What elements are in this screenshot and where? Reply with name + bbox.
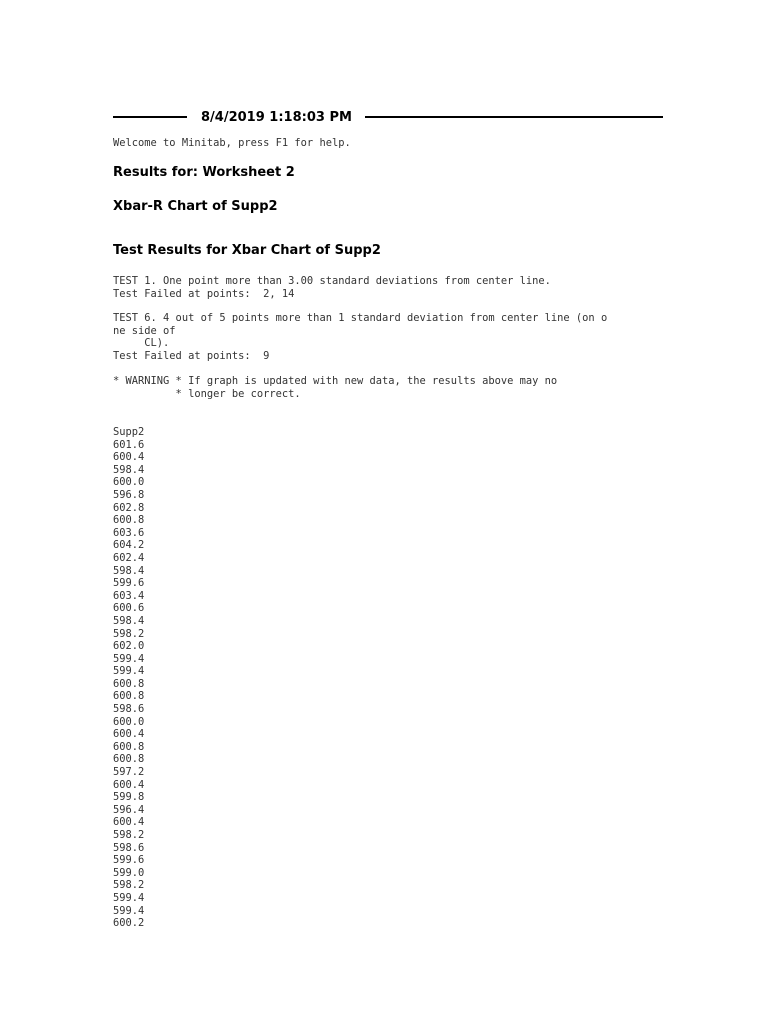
data-value-row: 598.6 — [113, 703, 145, 716]
data-value-row: 600.0 — [113, 476, 145, 489]
data-value-row: 604.2 — [113, 539, 145, 552]
header-rule-right — [365, 116, 663, 118]
data-values — [113, 439, 144, 930]
data-value-row: 598.4 — [113, 564, 145, 577]
data-value-row: 599.0 — [113, 866, 145, 879]
data-value-row: 603.6 — [113, 526, 145, 539]
data-value-row: 599.6 — [113, 577, 145, 590]
test6-description: TEST 6. 4 out of 5 points more than 1 standard deviation from center line (on o — [113, 312, 608, 324]
data-value-row: 599.4 — [113, 904, 145, 917]
data-value-row: 602.8 — [113, 501, 145, 514]
welcome-message: Welcome to Minitab, press F1 for help. — [113, 137, 351, 149]
data-value-row: 603.4 — [113, 589, 145, 602]
data-value-row: 596.4 — [113, 803, 145, 816]
data-value-row: 600.0 — [113, 715, 145, 728]
data-value-row: 600.8 — [113, 677, 145, 690]
data-value-row: 600.8 — [113, 690, 145, 703]
data-value-row: 602.0 — [113, 640, 145, 653]
data-value-row: 598.6 — [113, 841, 145, 854]
data-value-row: 599.4 — [113, 665, 145, 678]
data-value-row: 599.4 — [113, 652, 145, 665]
test1-description: TEST 1. One point more than 3.00 standard deviations from center line. — [113, 275, 551, 287]
test6-description-cont: ne side of — [113, 324, 176, 337]
test-results-heading: Test Results for Xbar Chart of Supp2 — [113, 243, 381, 258]
data-value-row: 600.4 — [113, 778, 145, 791]
chart-heading: Xbar-R Chart of Supp2 — [113, 199, 278, 214]
data-value-row: 600.6 — [113, 602, 145, 615]
data-value-row: 601.6 — [113, 438, 145, 451]
test1-failed-points: Test Failed at points: 2, 14 — [113, 287, 295, 300]
data-value-row: 597.2 — [113, 766, 145, 779]
session-header — [113, 106, 663, 128]
data-value-row: 598.4 — [113, 614, 145, 627]
data-value-row: 600.8 — [113, 753, 145, 766]
data-value-row: 598.2 — [113, 879, 145, 892]
test6-description-cont2: CL). — [113, 337, 170, 350]
header-rule-left — [113, 116, 187, 118]
data-column-header: Supp2 — [113, 426, 145, 438]
session-timestamp: 8/4/2019 1:18:03 PM — [201, 109, 352, 125]
data-value-row: 599.4 — [113, 891, 145, 904]
data-value-row: 600.2 — [113, 917, 145, 930]
data-value-row: 596.8 — [113, 488, 145, 501]
test1-block — [113, 275, 551, 300]
data-value-row: 599.6 — [113, 854, 145, 867]
warning-line: * WARNING * If graph is updated with new data, the results above may no — [113, 375, 558, 387]
test6-failed-points: Test Failed at points: 9 — [113, 349, 270, 362]
data-value-row: 600.4 — [113, 451, 145, 464]
test6-block — [113, 312, 607, 362]
data-value-row: 602.4 — [113, 551, 145, 564]
data-value-row: 600.8 — [113, 514, 145, 527]
data-value-row: 598.2 — [113, 627, 145, 640]
data-value-row: 599.8 — [113, 791, 145, 804]
data-value-row: 598.4 — [113, 463, 145, 476]
data-column — [113, 426, 144, 930]
data-value-row: 600.4 — [113, 728, 145, 741]
data-value-row: 600.8 — [113, 740, 145, 753]
data-value-row: 600.4 — [113, 816, 145, 829]
warning-line-cont: * longer be correct. — [113, 387, 301, 400]
warning-block — [113, 375, 557, 400]
data-value-row: 598.2 — [113, 829, 145, 841]
results-heading: Results for: Worksheet 2 — [113, 165, 295, 180]
